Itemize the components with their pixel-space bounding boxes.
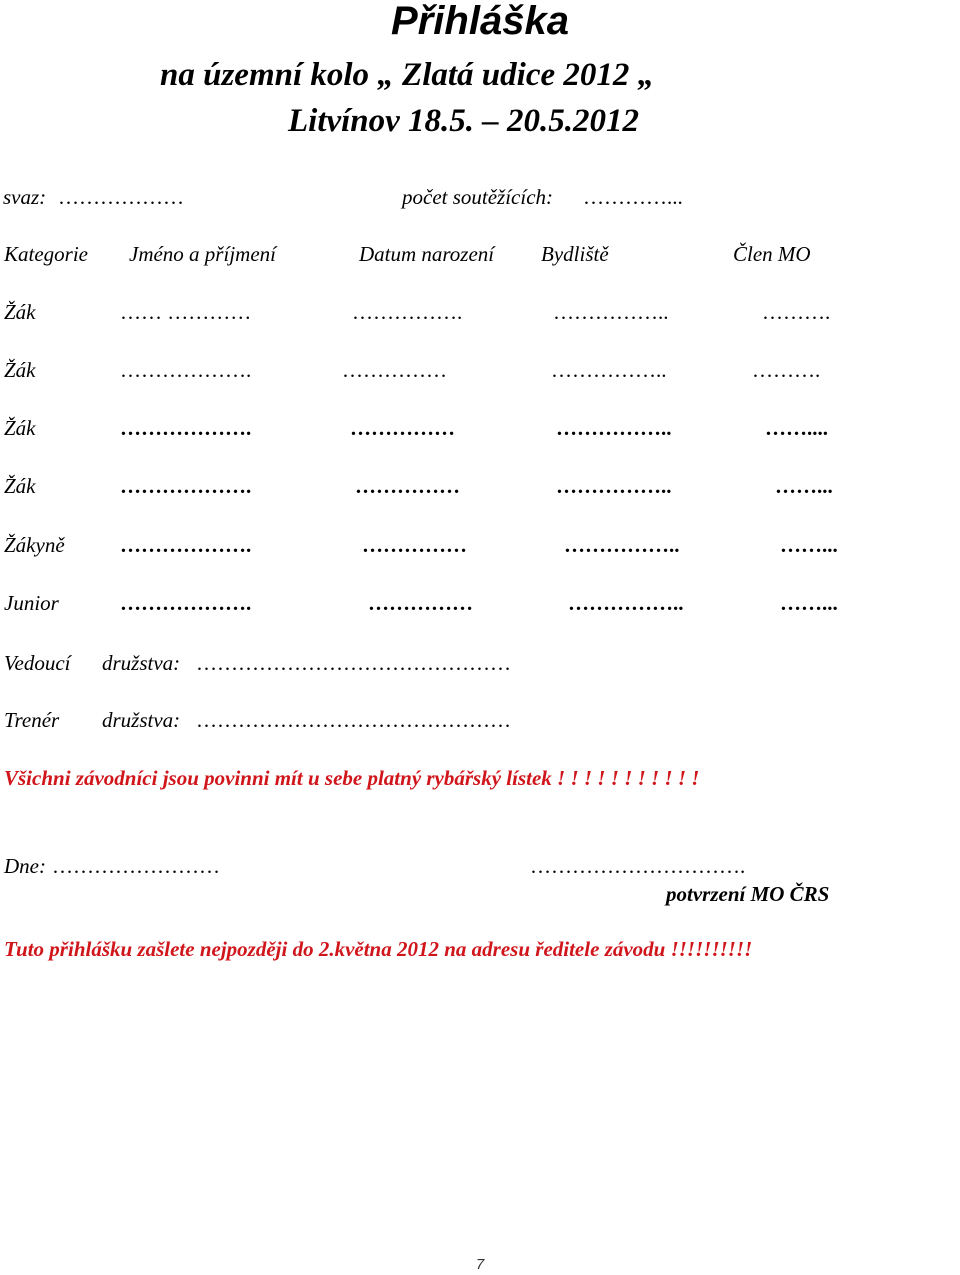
birthdate-field[interactable]: ……………	[350, 416, 455, 440]
name-field[interactable]: ……………….	[120, 591, 252, 615]
closing-note: Tuto přihlášku zašlete nejpozději do 2.května 2012 na adresu ředitele závodu !!!!!!!!!!	[4, 937, 753, 961]
date-label: Dne:	[4, 854, 46, 878]
license-notice: Všichni závodníci jsou povinni mít u sebe platný rybářský lístek ! ! ! ! ! ! ! ! ! ! !	[4, 766, 700, 790]
coach-field[interactable]: ………………………………………	[196, 708, 511, 732]
date-field[interactable]: ……………………	[52, 854, 220, 878]
residence-field[interactable]: ……………..	[568, 591, 684, 615]
birthdate-field[interactable]: …………….	[352, 300, 463, 324]
residence-field[interactable]: ……………..	[553, 300, 669, 324]
form-title: Přihláška	[391, 0, 569, 43]
member-field[interactable]: ……....	[765, 416, 828, 440]
page-number: 7	[475, 1256, 485, 1273]
residence-field[interactable]: ……………..	[556, 474, 672, 498]
member-field[interactable]: ……...	[780, 591, 838, 615]
competitor-count-label: počet soutěžících:	[402, 185, 554, 209]
residence-field[interactable]: ……………..	[564, 533, 680, 557]
name-field[interactable]: ……………….	[120, 358, 252, 382]
name-field[interactable]: ……………….	[120, 533, 252, 557]
competitor-count-field[interactable]: …………...	[583, 185, 683, 209]
birthdate-field[interactable]: ……………	[368, 591, 473, 615]
header-clen: Člen MO	[733, 242, 811, 266]
svaz-field[interactable]: ………………	[58, 185, 184, 209]
residence-field[interactable]: ……………..	[556, 416, 672, 440]
name-field[interactable]: ……………….	[120, 416, 252, 440]
leader-label: Vedoucí	[4, 651, 71, 675]
event-subtitle: na územní kolo „ Zlatá udice 2012 „	[160, 57, 655, 93]
row-category: Žák	[4, 358, 36, 382]
leader-field[interactable]: ………………………………………	[196, 651, 511, 675]
coach-label: Trenér	[4, 708, 60, 732]
header-jmeno: Jméno a příjmení	[129, 242, 276, 266]
name-field[interactable]: …… …………	[120, 300, 252, 324]
row-category: Junior	[4, 591, 59, 615]
confirmation-signature-field[interactable]: ………………………….	[530, 854, 746, 878]
name-field[interactable]: ……………….	[120, 474, 252, 498]
birthdate-field[interactable]: ……………	[362, 533, 467, 557]
row-category: Žák	[4, 300, 36, 324]
leader-suffix: družstva:	[102, 651, 181, 675]
birthdate-field[interactable]: ……………	[355, 474, 460, 498]
event-dates: Litvínov 18.5. – 20.5.2012	[288, 103, 640, 139]
member-field[interactable]: ……...	[780, 533, 838, 557]
member-field[interactable]: ……….	[752, 358, 821, 382]
residence-field[interactable]: ……………..	[551, 358, 667, 382]
row-category: Žákyně	[4, 533, 65, 557]
coach-suffix: družstva:	[102, 708, 181, 732]
row-category: Žák	[4, 474, 36, 498]
member-field[interactable]: ……….	[762, 300, 831, 324]
row-category: Žák	[4, 416, 36, 440]
confirmation-label: potvrzení MO ČRS	[666, 882, 830, 906]
header-datum: Datum narození	[359, 242, 495, 266]
header-kategorie: Kategorie	[4, 242, 88, 266]
svaz-label: svaz:	[3, 185, 47, 209]
member-field[interactable]: ……...	[775, 474, 833, 498]
birthdate-field[interactable]: ……………	[342, 358, 447, 382]
header-bydliste: Bydliště	[541, 242, 609, 266]
